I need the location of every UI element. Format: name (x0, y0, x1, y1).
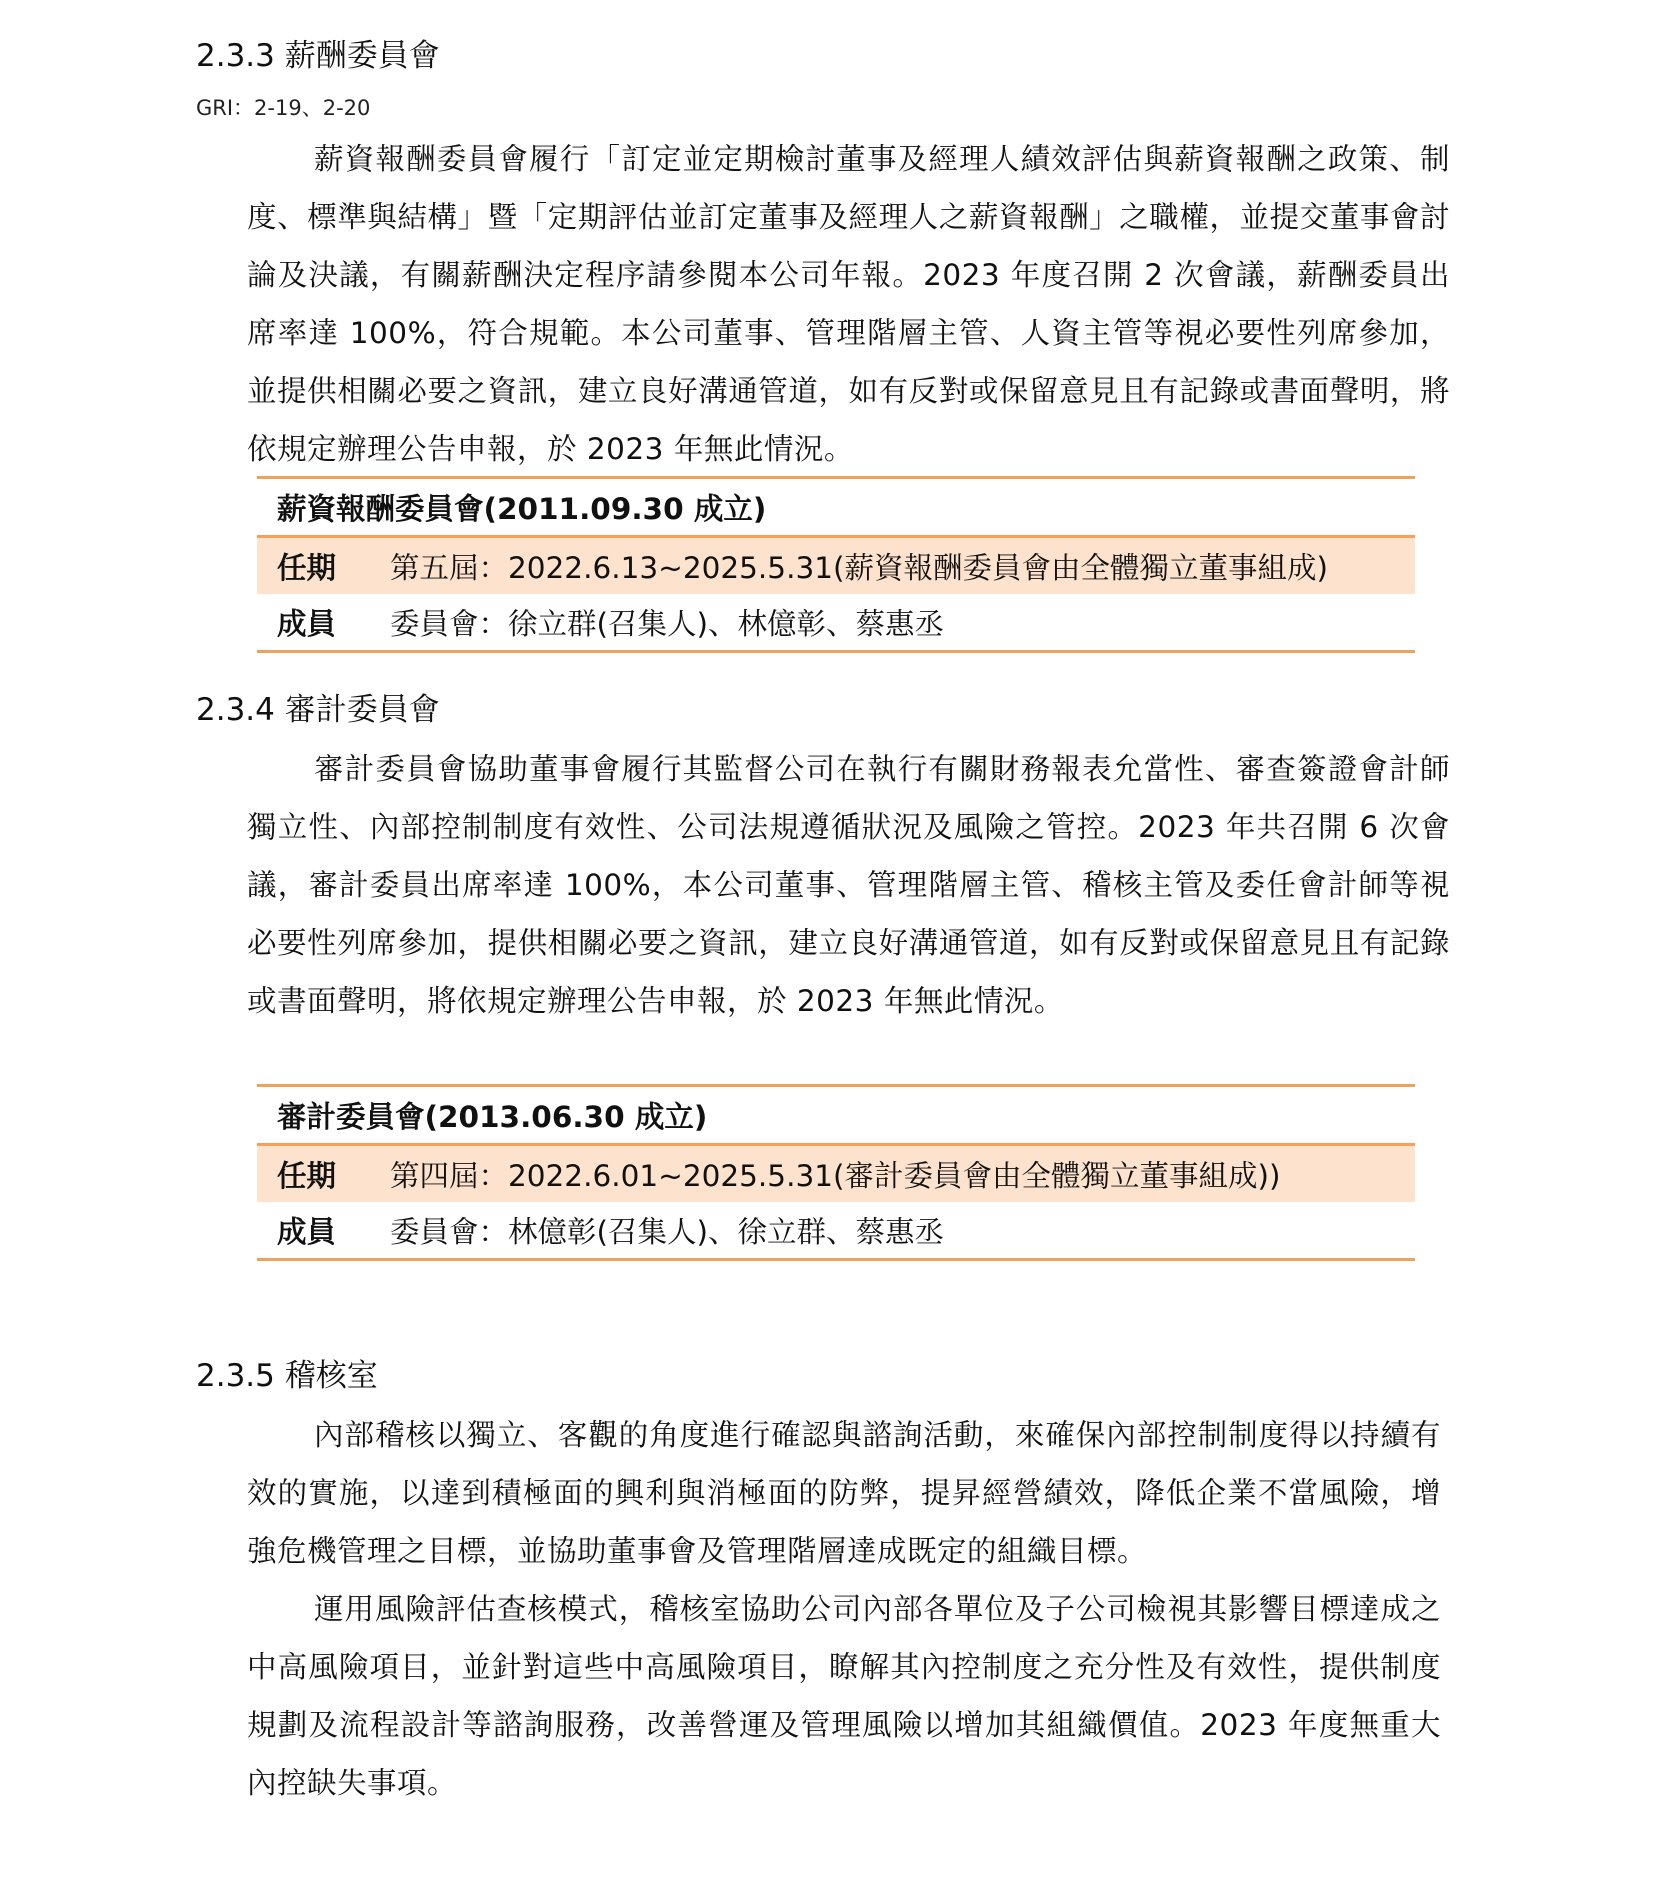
row-value: 第五屆：2022.6.13~2025.5.31(薪資報酬委員會由全體獨立董事組成) (390, 551, 1329, 585)
row-label: 任期 (277, 551, 337, 585)
row-value: 委員會：林億彰(召集人)、徐立群、蔡惠丞 (390, 1215, 945, 1249)
internal-audit-paragraph-2: 運用風險評估查核模式，稽核室協助公司內部各單位及子公司檢視其影響目標達成之中高風險項目，並針對這些中高風險項目，瞭解其內控制度之充分性及有效性，提供制度規劃及流程設計等諮詢服務，改善營運及管理風險以增加其組織價值。2023 年度無重大內控缺失事項。 (247, 1592, 1441, 1800)
row-label: 任期 (277, 1159, 337, 1193)
table-row-term (257, 1146, 1415, 1202)
table-row-members (257, 594, 1415, 653)
row-label: 成員 (277, 607, 337, 641)
section-heading-internal-audit: 2.3.5 稽核室 (196, 1358, 378, 1394)
row-label: 成員 (277, 1215, 337, 1249)
compensation-committee-paragraph: 薪資報酬委員會履行「訂定並定期檢討董事及經理人績效評估與薪資報酬之政策、制度、標準與結構」暨「定期評估並訂定董事及經理人之薪資報酬」之職權，並提交董事會討論及決議，有關薪酬決定程序請參閱本公司年報。2023 年度召開 2 次會議，薪酬委員出席率達 100%，符合規範。本公司董事、管理階層主管、人資主管等視必要性列席參加，並提供相關必要之資訊，建立良好溝通管道，如有反對或保留意見且有記錄或書面聲明，將依規定辦理公告申報，於 2023 年無此情況。 (247, 142, 1450, 466)
section-heading-audit: 2.3.4 審計委員會 (196, 692, 440, 728)
audit-committee-table (257, 1084, 1415, 1261)
row-value: 委員會：徐立群(召集人)、林億彰、蔡惠丞 (390, 607, 945, 641)
row-value: 第四屆：2022.6.01~2025.5.31(審計委員會由全體獨立董事組成)) (390, 1159, 1281, 1193)
audit-committee-paragraph: 審計委員會協助董事會履行其監督公司在執行有關財務報表允當性、審查簽證會計師獨立性、內部控制制度有效性、公司法規遵循狀況及風險之管控。2023 年共召開 6 次會議，審計委員出席率達 100%，本公司董事、管理階層主管、稽核主管及委任會計師等視必要性列席參加，提供相關必要之資訊，建立良好溝通管道，如有反對或保留意見且有記錄或書面聲明，將依規定辦理公告申報，於 2023 年無此情況。 (247, 752, 1450, 1018)
section-heading-compensation: 2.3.3 薪酬委員會 (196, 38, 440, 74)
gri-reference: GRI：2-19、2-20 (196, 96, 371, 120)
table-row-term (257, 538, 1415, 594)
table-row-members (257, 1202, 1415, 1261)
compensation-committee-table (257, 476, 1415, 653)
table-title: 審計委員會(2013.06.30 成立) (257, 1087, 1415, 1146)
table-title: 薪資報酬委員會(2011.09.30 成立) (257, 479, 1415, 538)
internal-audit-paragraph-1: 內部稽核以獨立、客觀的角度進行確認與諮詢活動，來確保內部控制制度得以持續有效的實施，以達到積極面的興利與消極面的防弊，提昇經營績效，降低企業不當風險，增強危機管理之目標，並協助董事會及管理階層達成既定的組織目標。 (247, 1418, 1441, 1568)
